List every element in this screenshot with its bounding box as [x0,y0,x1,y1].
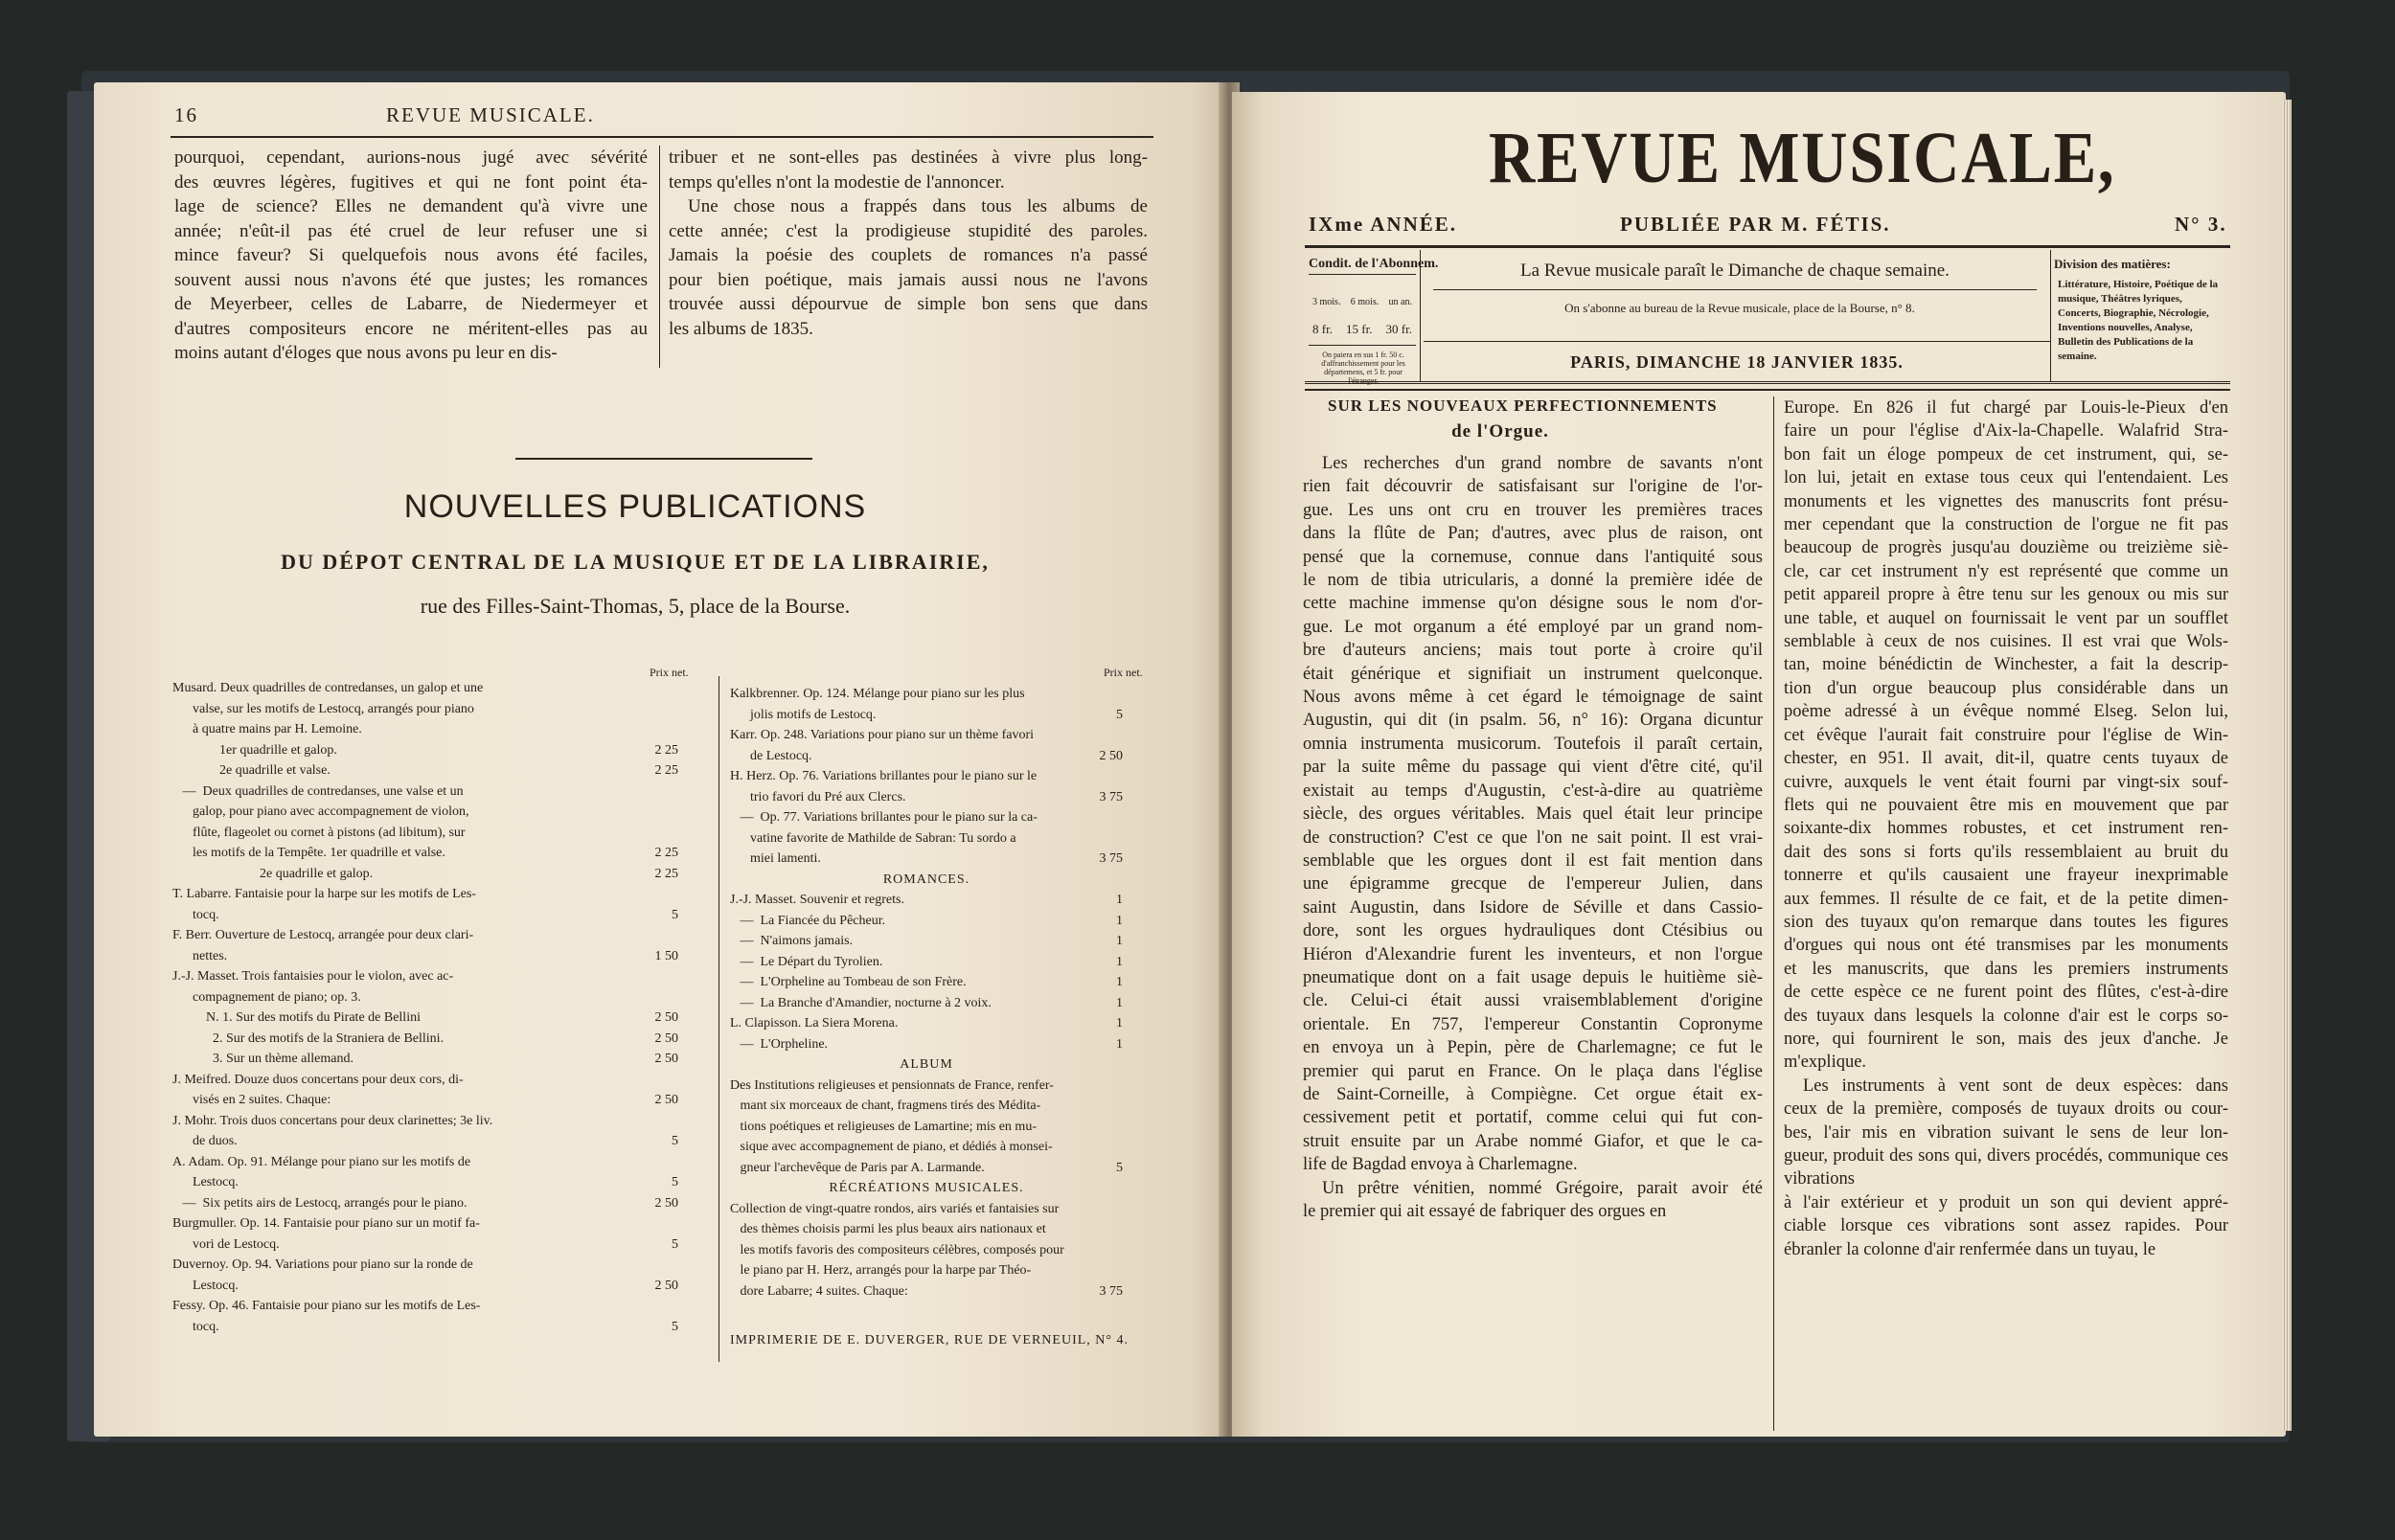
listing-divider [718,676,719,1362]
listing-text: de duos. [172,1134,238,1148]
listing-text: Fessy. Op. 46. Fantaisie pour piano sur les motifs de Les- [172,1299,481,1313]
listing-price: 2 25 [654,866,678,881]
listing-text: J.-J. Masset. Trois fantaisies pour le violon, avec ac- [172,969,454,984]
listing-price: 1 50 [654,948,678,963]
text-line: ceux de la première, composés de tuyaux droits ou cour- [1784,1099,2228,1120]
ornament-rule [515,458,812,460]
subscription-terms: 3 mois. 6 mois. un an. [1312,297,1412,307]
text-line: existait au temps d'Augustin, c'est-à-dire au quatrième [1303,781,1763,801]
listing-text: des thèmes choisis parmi les plus beaux airs nationaux et [730,1222,1046,1236]
text-line: à l'air extérieur et y produit un son qui devient appré- [1784,1192,2228,1212]
text-line: orientale. En 757, l'empereur Constantin Copronyme [1303,1014,1763,1034]
listing-text: Musard. Deux quadrilles de contredanses, un galop et une [172,681,484,695]
appearance-note: La Revue musicale paraît le Dimanche de chaque semaine. [1520,260,1950,281]
text-line: par la suite même du passage qui vient d'être cité, qu'il [1303,758,1763,778]
page-number: 16 [174,103,198,126]
listing-text: valse, sur les motifs de Lestocq, arrangés pour piano [172,701,474,716]
article-title: SUR LES NOUVEAUX PERFECTIONNEMENTS [1328,396,1718,415]
text-line: des tuyaux dans lesquels la colonne d'air est le corps so- [1784,1006,2228,1026]
listing-row [730,1013,1123,1034]
text-line: dans la flûte de Pan; d'autres, avec plus de raison, ont [1303,524,1763,544]
listing-row [172,1213,678,1234]
listing-row [172,760,678,781]
text-line: cuivre, auxquels le vent était fourni par vingt-six souf- [1784,772,2228,792]
listing-text: T. Labarre. Fantaisie pour la harpe sur les motifs de Les- [172,887,476,901]
listing-row [730,705,1123,726]
text-line: lon lui, jetait en extase tous ceux qui l'entendaient. Les [1784,468,2228,488]
article-column-divider [1773,396,1774,1431]
listing-row [172,781,678,803]
listing-row [730,746,1123,767]
listing-price: 5 [672,1319,678,1334]
text-line: beaucoup de progrès jusqu'au douzième ou treizième siè- [1784,538,2228,558]
listing-row [172,884,678,905]
listing-text: 3. Sur un thème allemand. [172,1052,354,1066]
text-line: souvent aussi nous n'avons été que justes; les romances [174,269,648,290]
text-line: de construction? C'est ce que l'on ne sait point. Il est vrai- [1303,827,1763,848]
listing-text: Lestocq. [172,1175,239,1189]
listing-row [172,678,678,699]
text-line: sion des tuyaux qu'on remarque dans toutes les figures [1784,912,2228,932]
listing-text: — L'Orpheline. [730,1036,829,1052]
listing-price: 2 50 [654,1195,678,1211]
listing-row [730,1137,1123,1158]
text-line: m'explique. [1784,1053,1867,1073]
listing-text: RÉCRÉATIONS MUSICALES. [829,1181,1024,1195]
listing-price: 5 [1116,1160,1123,1175]
listing-row [172,1193,678,1214]
text-line: flets qui ne pouvaient être mis en mouvement que par [1784,795,2228,815]
listing-row [730,684,1123,705]
text-line: tonnerre et qu'ils causaient une frayeur inexprimable [1784,866,2228,886]
text-line: aux femmes. Il résulte de ce fait, et de la petite dimen- [1784,889,2228,909]
listing-text: les motifs favoris des compositeurs célèbres, composés pour [730,1242,1064,1257]
listing-text: — La Fiancée du Pêcheur. [730,913,886,928]
article-column-1 [1303,452,1763,1223]
text-line: semblable que les orgues dont il est fait mention dans [1303,850,1763,871]
listing-price: 2 25 [654,763,678,778]
listing-text: H. Herz. Op. 76. Variations brillantes pour le piano sur le [730,769,1038,783]
text-line: tion d'un orgue beaucoup plus considérable dans un [1784,678,2228,698]
text-line: gue. Le mot organum a été employé par un grand nom- [1303,617,1763,637]
text-line: faire un pour l'église d'Aix-la-Chapelle. Walafrid Stra- [1784,421,2228,442]
listing-row [730,972,1123,993]
listing-text: jolis motifs de Lestocq. [730,707,877,722]
listing-text: gneur l'archevêque de Paris par A. Larmande. [730,1160,985,1175]
listing-text: tocq. [172,907,219,922]
listing-row [172,1131,678,1152]
dateline: PARIS, DIMANCHE 18 JANVIER 1835. [1570,352,1904,372]
listing-text: — N'aimons jamais. [730,934,854,948]
text-line: poème adressé à un évêque nommé Elseg. Selon lui, [1784,702,2228,722]
listing-row [730,849,1123,870]
listing-row [730,1076,1123,1097]
listing-price: 5 [1116,707,1123,722]
listing-text: Karr. Op. 248. Variations pour piano sur un thème favori [730,728,1035,742]
text-line: mer cependant que la construction de l'orgue ne fit pas [1784,515,2228,535]
text-line: Nous avons même à cet égard le témoignage de saint [1303,688,1763,708]
text-line: cet évêque l'aurait fait construire pour l'église de Win- [1784,725,2228,745]
text-line: pourquoi, cependant, aurions-nous jugé avec sévérité [174,147,648,168]
left-column-1 [174,146,648,366]
text-line: une table, et auquel on fournissait le vent par un soufflet [1784,608,2228,628]
listing-row [730,766,1123,787]
text-line: trouvée aussi dépourvue de simple bon sens que dans [669,294,1148,314]
listing-text: — Op. 77. Variations brillantes pour le piano sur la ca- [730,810,1038,825]
listing-row [730,870,1123,891]
text-line: dait des sons si forts qu'ils ressemblaient au bruit du [1784,842,2228,862]
listing-price: 3 75 [1099,851,1123,866]
text-line: pensé que la cornemuse, connue dans l'antiquité sous [1303,547,1763,567]
listing-text: galop, pour piano avec accompagnement de violon, [172,804,469,819]
listing-text: flûte, flageolet ou cornet à pistons (ad libitum), sur [172,825,466,840]
text-line: soixante-dix hommes robustes, et cet instrument ren- [1784,819,2228,839]
text-line: chester, en 951. Il avait, dit-il, quatre cents tuyaux de [1784,749,2228,769]
text-line: bon fait un éloge pompeux de cet instrument, qui, se- [1784,444,2228,464]
listing-text: — La Branche d'Amandier, nocturne à 2 voix. [730,995,992,1010]
text-line: et les manuscrits, que dans les premiers instruments [1784,959,2228,979]
text-line: saint Augustin, dans Isidore de Séville et dans Cassio- [1303,897,1763,917]
listing-text: 2. Sur des motifs de la Straniera de Bellini. [172,1030,445,1046]
section-address: rue des Filles-Saint-Thomas, 5, place de la Bourse. [420,594,851,618]
text-line: petit appareil propre à être tenu sur les genoux ou mis sur [1784,585,2228,605]
listing-row [172,1029,678,1050]
listing-row [172,719,678,740]
listing-row [172,740,678,761]
listing-row [730,1054,1123,1076]
listing-row [730,807,1123,828]
text-line: Hiéron d'Alexandrie furent les inventeurs, et non l'orgue [1303,944,1763,964]
listing-price: 1 [1116,934,1123,948]
listing-row [172,1317,678,1338]
listing-text: visés en 2 suites. Chaque: [172,1093,331,1107]
listing-right [730,684,1123,1302]
listing-row [172,823,678,844]
listing-row [730,1240,1123,1261]
listing-row [172,864,678,885]
listing-price: 1 [1116,954,1123,969]
text-line: omnia instrumenta musicorum. Toutefois il paraît certain, [1303,734,1763,754]
section-subtitle: DU DÉPOT CENTRAL DE LA MUSIQUE ET DE LA LIBRAIRIE, [281,550,990,574]
page-stack-edge [2282,100,2292,1431]
listing-row [172,1234,678,1256]
listing-text: Lestocq. [172,1278,239,1293]
listing-price: 3 75 [1099,1283,1123,1299]
listing-row [172,987,678,1008]
text-line: Les instruments à vent sont de deux espèces: dans [1803,1076,2228,1096]
listing-price: 2 50 [1099,748,1123,763]
listing-text: ALBUM [900,1057,953,1072]
listing-text: de Lestocq. [730,748,812,763]
year-label: IXme ANNÉE. [1309,213,1458,236]
listing-row [730,1117,1123,1138]
listing-row [730,890,1123,911]
postage-note: On paiera en sus 1 fr. 50 c. d'affranchissement pour les départemens, et 5 fr. pour l'étranger. [1321,351,1405,385]
text-line: tribuer et ne sont-elles pas destinées à vivre plus long- [669,147,1148,168]
text-line: struit ensuite par un Arabe nommé Giafor, et que le ca- [1303,1131,1763,1151]
listing-text: — L'Orpheline au Tombeau de son Frère. [730,975,967,989]
text-line: siècle, des orgues véritables. Mais quel était leur principe [1303,804,1763,825]
article-column-2 [1784,396,2228,1261]
listing-row [730,828,1123,849]
box-rule [1305,389,2230,391]
listing-price: 3 75 [1099,789,1123,804]
listing-text: 2e quadrille et galop. [172,866,374,881]
text-line: des œuvres légères, fugitives et qui ne font point éta- [174,171,648,192]
listing-price: 2 25 [654,742,678,758]
listing-price: 2 50 [654,1010,678,1025]
listing-text: tocq. [172,1319,219,1334]
text-line: année; n'eût-il pas été cruel de leur refuser une si [174,220,648,241]
masthead-rule [1305,245,2230,248]
listing-text: Collection de vingt-quatre rondos, airs variés et fantaisies sur [730,1201,1060,1216]
text-line: d'autres compositeurs encore ne méritent-elles pas au [174,318,648,339]
listing-row [172,1090,678,1111]
listing-row [172,843,678,864]
listing-row [730,787,1123,808]
listing-row [730,952,1123,973]
text-line: Une chose nous a frappés dans tous les albums de [688,196,1148,216]
listing-text: miei lamenti. [730,851,821,866]
listing-row [172,966,678,987]
listing-row [172,925,678,946]
listing-row [730,931,1123,952]
listing-text: J. Meifred. Douze duos concertans pour deux cors, di- [172,1072,464,1087]
listing-row [172,1152,678,1173]
listing-price: 5 [672,1175,678,1189]
listing-price: 1 [1116,893,1123,907]
text-line: cessivement petit et portatif, comme celui qui fut con- [1303,1108,1763,1128]
listing-text: ROMANCES. [882,872,970,887]
text-line: Jamais la poésie des couplets de romances n'a passé [669,245,1148,265]
listing-text: le piano par H. Herz, arrangés pour la harpe par Théo- [730,1263,1032,1278]
listing-row [172,1008,678,1029]
listing-price: 2 50 [654,1278,678,1293]
running-head: REVUE MUSICALE. [386,103,595,126]
text-line: en envoya un à Pepin, père de Charlemagne; ce fut le [1303,1038,1763,1058]
listing-text: L. Clapisson. La Siera Morena. [730,1016,899,1030]
listing-row [172,946,678,967]
listing-price: 2 25 [654,846,678,860]
text-line: le premier qui ait essayé de fabriquer des orgues en [1303,1202,1667,1221]
listing-price: 2 50 [654,1030,678,1046]
text-line: de cette espèce ce ne furent point des flûtes, c'est-à-dire [1784,983,2228,1003]
text-line: cle, car cet instrument n'y est représenté que comme un [1784,561,2228,581]
text-line: premier qui parut en France. On le plaça dans l'église [1303,1061,1763,1081]
listing-text: tions poétiques et religieuses de Lamartine; mis en mu- [730,1119,1037,1134]
listing-row [730,1199,1123,1220]
listing-text: dore Labarre; 4 suites. Chaque: [730,1283,908,1299]
text-line: cle. Celui-ci était aussi vraisemblablement d'origine [1303,991,1763,1011]
text-line: Europe. En 826 il fut chargé par Louis-le-Pieux d'en [1784,398,2228,418]
listing-price: 1 [1116,913,1123,928]
listing-text: — Deux quadrilles de contredanses, une valse et un [172,783,464,799]
listing-price: 2 50 [654,1093,678,1107]
listing-text: — Six petits airs de Lestocq, arrangés pour le piano. [172,1195,468,1211]
text-line: était générique et signifiait un instrument quelconque. [1303,664,1763,684]
text-line: temps qu'elles n'ont la modestie de l'annoncer. [669,171,1005,192]
listing-text: A. Adam. Op. 91. Mélange pour piano sur les motifs de [172,1154,471,1169]
listing-price: 5 [672,907,678,922]
text-line: Augustin, qui dit (in psalm. 56, n° 16): Organa dicuntur [1303,711,1763,731]
listing-row [172,1255,678,1276]
issue-number: N° 3. [2175,213,2227,236]
listing-row [730,911,1123,932]
text-line: d'orgues qui nous ont été transmises par les monuments [1784,936,2228,956]
listing-text: N. 1. Sur des motifs du Pirate de Bellini [172,1010,421,1025]
text-line: life de Bagdad envoya à Charlemagne. [1303,1155,1578,1175]
text-line: tan, moine bénédictin de Winchester, a fait la descrip- [1784,655,2228,675]
listing-text: trio favori du Pré aux Clercs. [730,789,906,804]
listing-text: F. Berr. Ouverture de Lestocq, arrangée pour deux clari- [172,928,474,942]
listing-text: — Le Départ du Tyrolien. [730,954,883,969]
text-line: gueur, produit des sons qui, divers procédés, communique ces vibrations [1784,1146,2228,1189]
listing-text: sique avec accompagnement de piano, et dédiés à monsei- [730,1140,1053,1154]
text-line: ébranler la colonne d'air renfermée dans un tuyau, le [1784,1239,2156,1259]
listing-row [172,1296,678,1317]
imprint: IMPRIMERIE DE E. DUVERGER, RUE DE VERNEUIL, N° 4. [730,1333,1129,1348]
text-line: mince faveur? Si quelquefois nous avons été faciles, [174,245,648,265]
section-title: NOUVELLES PUBLICATIONS [403,488,867,525]
listing-text: Des Institutions religieuses et pensionnats de France, renfer- [730,1077,1054,1093]
listing-text: nettes. [172,948,228,963]
listing-row [172,1172,678,1193]
listing-row [730,1178,1123,1199]
subscription-address: On s'abonne au bureau de la Revue musicale, place de la Bourse, n° 8. [1564,301,1915,315]
listing-row [730,1219,1123,1240]
text-line: bre d'auteurs anciens; mais tout porte à croire qu'il [1303,641,1763,661]
listing-text: Burgmuller. Op. 14. Fantaisie pour piano sur un motif fa- [172,1216,480,1231]
text-line: Un prêtre vénitien, nommé Grégoire, parait avoir été [1322,1178,1763,1198]
text-line: de Saint-Corneille, à Compiègne. Cet orgue était ex- [1303,1084,1763,1104]
left-page [94,82,1226,1437]
listing-price: 1 [1116,1036,1123,1052]
text-line: pour bien poétique, mais jamais aussi nous ne l'avons [669,269,1148,290]
listing-text: mant six morceaux de chant, fragmens tirés des Médita- [730,1098,1041,1113]
text-line: nore, qui fournirent le son, mais des jeux d'anche. Je [1784,1029,2228,1049]
listing-row [172,1276,678,1297]
text-line: les albums de 1835. [669,318,813,339]
text-line: une épigramme grecque de l'empereur Julien, dans [1303,874,1763,895]
publisher-label: PUBLIÉE PAR M. FÉTIS. [1620,213,1891,236]
text-line: ciable lorsque ces vibrations sont assez rapides. Pour [1784,1216,2228,1236]
text-line: gue. Les uns ont cru en trouver les premières traces [1303,500,1763,520]
text-line: moins autant d'éloges que nous avons pu leur en dis- [174,343,558,363]
listing-price: 1 [1116,975,1123,989]
listing-row [730,1034,1123,1055]
division-text: Littérature, Histoire, Poétique de la musique, Théâtres lyriques, Concerts, Biographie, Nécrologie, Inventions nouvelles, Analyse, Bulletin des Publications de la semaine. [2058,279,2219,362]
listing-row [730,1281,1123,1302]
listing-text: Duvernoy. Op. 94. Variations pour piano sur la ronde de [172,1257,473,1272]
listing-price: 5 [672,1236,678,1252]
text-line: bes, l'air mis en vibration suivant le sens de leur lon- [1784,1122,2228,1143]
text-line: monuments et les vignettes des manuscrits font présu- [1784,491,2228,511]
header-rule [171,136,1153,138]
division-head: Division des matières: [2054,257,2171,271]
text-line: le nom de tibia utricularis, a donné la première idée de [1303,571,1763,591]
text-line: dore, sont les orgues hydrauliques dont Ctésibius ou [1303,921,1763,941]
listing-text: Kalkbrenner. Op. 124. Mélange pour piano sur les plus [730,687,1025,701]
listing-price: 1 [1116,995,1123,1010]
article-subtitle: de l'Orgue. [1451,421,1549,442]
listing-row [172,699,678,720]
subscription-prices: 8 fr. 15 fr. 30 fr. [1312,322,1412,336]
left-column-2 [669,146,1148,341]
listing-text: vori de Lestocq. [172,1236,280,1252]
listing-text: vatine favorite de Mathilde de Sabran: Tu sordo a [730,830,1016,846]
price-header-1: Prix net. [650,666,689,679]
listing-row [172,1049,678,1070]
listing-text: 2e quadrille et valse. [172,763,331,778]
text-line: pneumatique dont on a fait usage depuis le huitième siè- [1303,967,1763,987]
masthead: REVUE MUSICALE, [1489,118,2116,198]
listing-row [730,725,1123,746]
right-page [1232,92,2286,1437]
listing-price: 5 [672,1134,678,1148]
listing-row [730,1096,1123,1117]
listing-text: J.-J. Masset. Souvenir et regrets. [730,893,904,907]
listing-text: J. Mohr. Trois duos concertans pour deux clarinettes; 3e liv. [172,1113,493,1128]
text-line: de Meyerbeer, celles de Labarre, de Niedermeyer et [174,294,648,314]
listing-row [172,1070,678,1091]
listing-text: les motifs de la Tempête. 1er quadrille et valse. [172,846,445,860]
listing-row [172,905,678,926]
text-line: semblable à ceux de nos cuisines. Il est vrai que Wols- [1784,632,2228,652]
text-line: lage de science? Elles ne demandent qu'à vivre une [174,196,648,216]
listing-text: compagnement de piano; op. 3. [172,989,361,1005]
listing-row [172,1111,678,1132]
listing-row [730,993,1123,1014]
listing-left [172,678,678,1337]
listing-text: à quatre mains par H. Lemoine. [172,722,362,736]
listing-price: 2 50 [654,1052,678,1066]
listing-row [172,802,678,823]
listing-row [730,1260,1123,1281]
text-line: cette année; c'est la prodigieuse stupidité des paroles. [669,220,1148,241]
column-divider [659,146,660,368]
text-line: rien fait découvrir de satisfaisant sur l'origine de l'or- [1303,477,1763,497]
listing-price: 1 [1116,1016,1123,1030]
text-line: cette machine immense qu'on désigne sous le nom d'or- [1303,594,1763,614]
listing-row [730,1158,1123,1179]
price-header-2: Prix net. [1104,666,1143,679]
text-line: Les recherches d'un grand nombre de savants n'ont [1322,454,1763,473]
conditions-head: Condit. de l'Abonnem. [1309,257,1439,271]
listing-text: 1er quadrille et galop. [172,742,337,758]
